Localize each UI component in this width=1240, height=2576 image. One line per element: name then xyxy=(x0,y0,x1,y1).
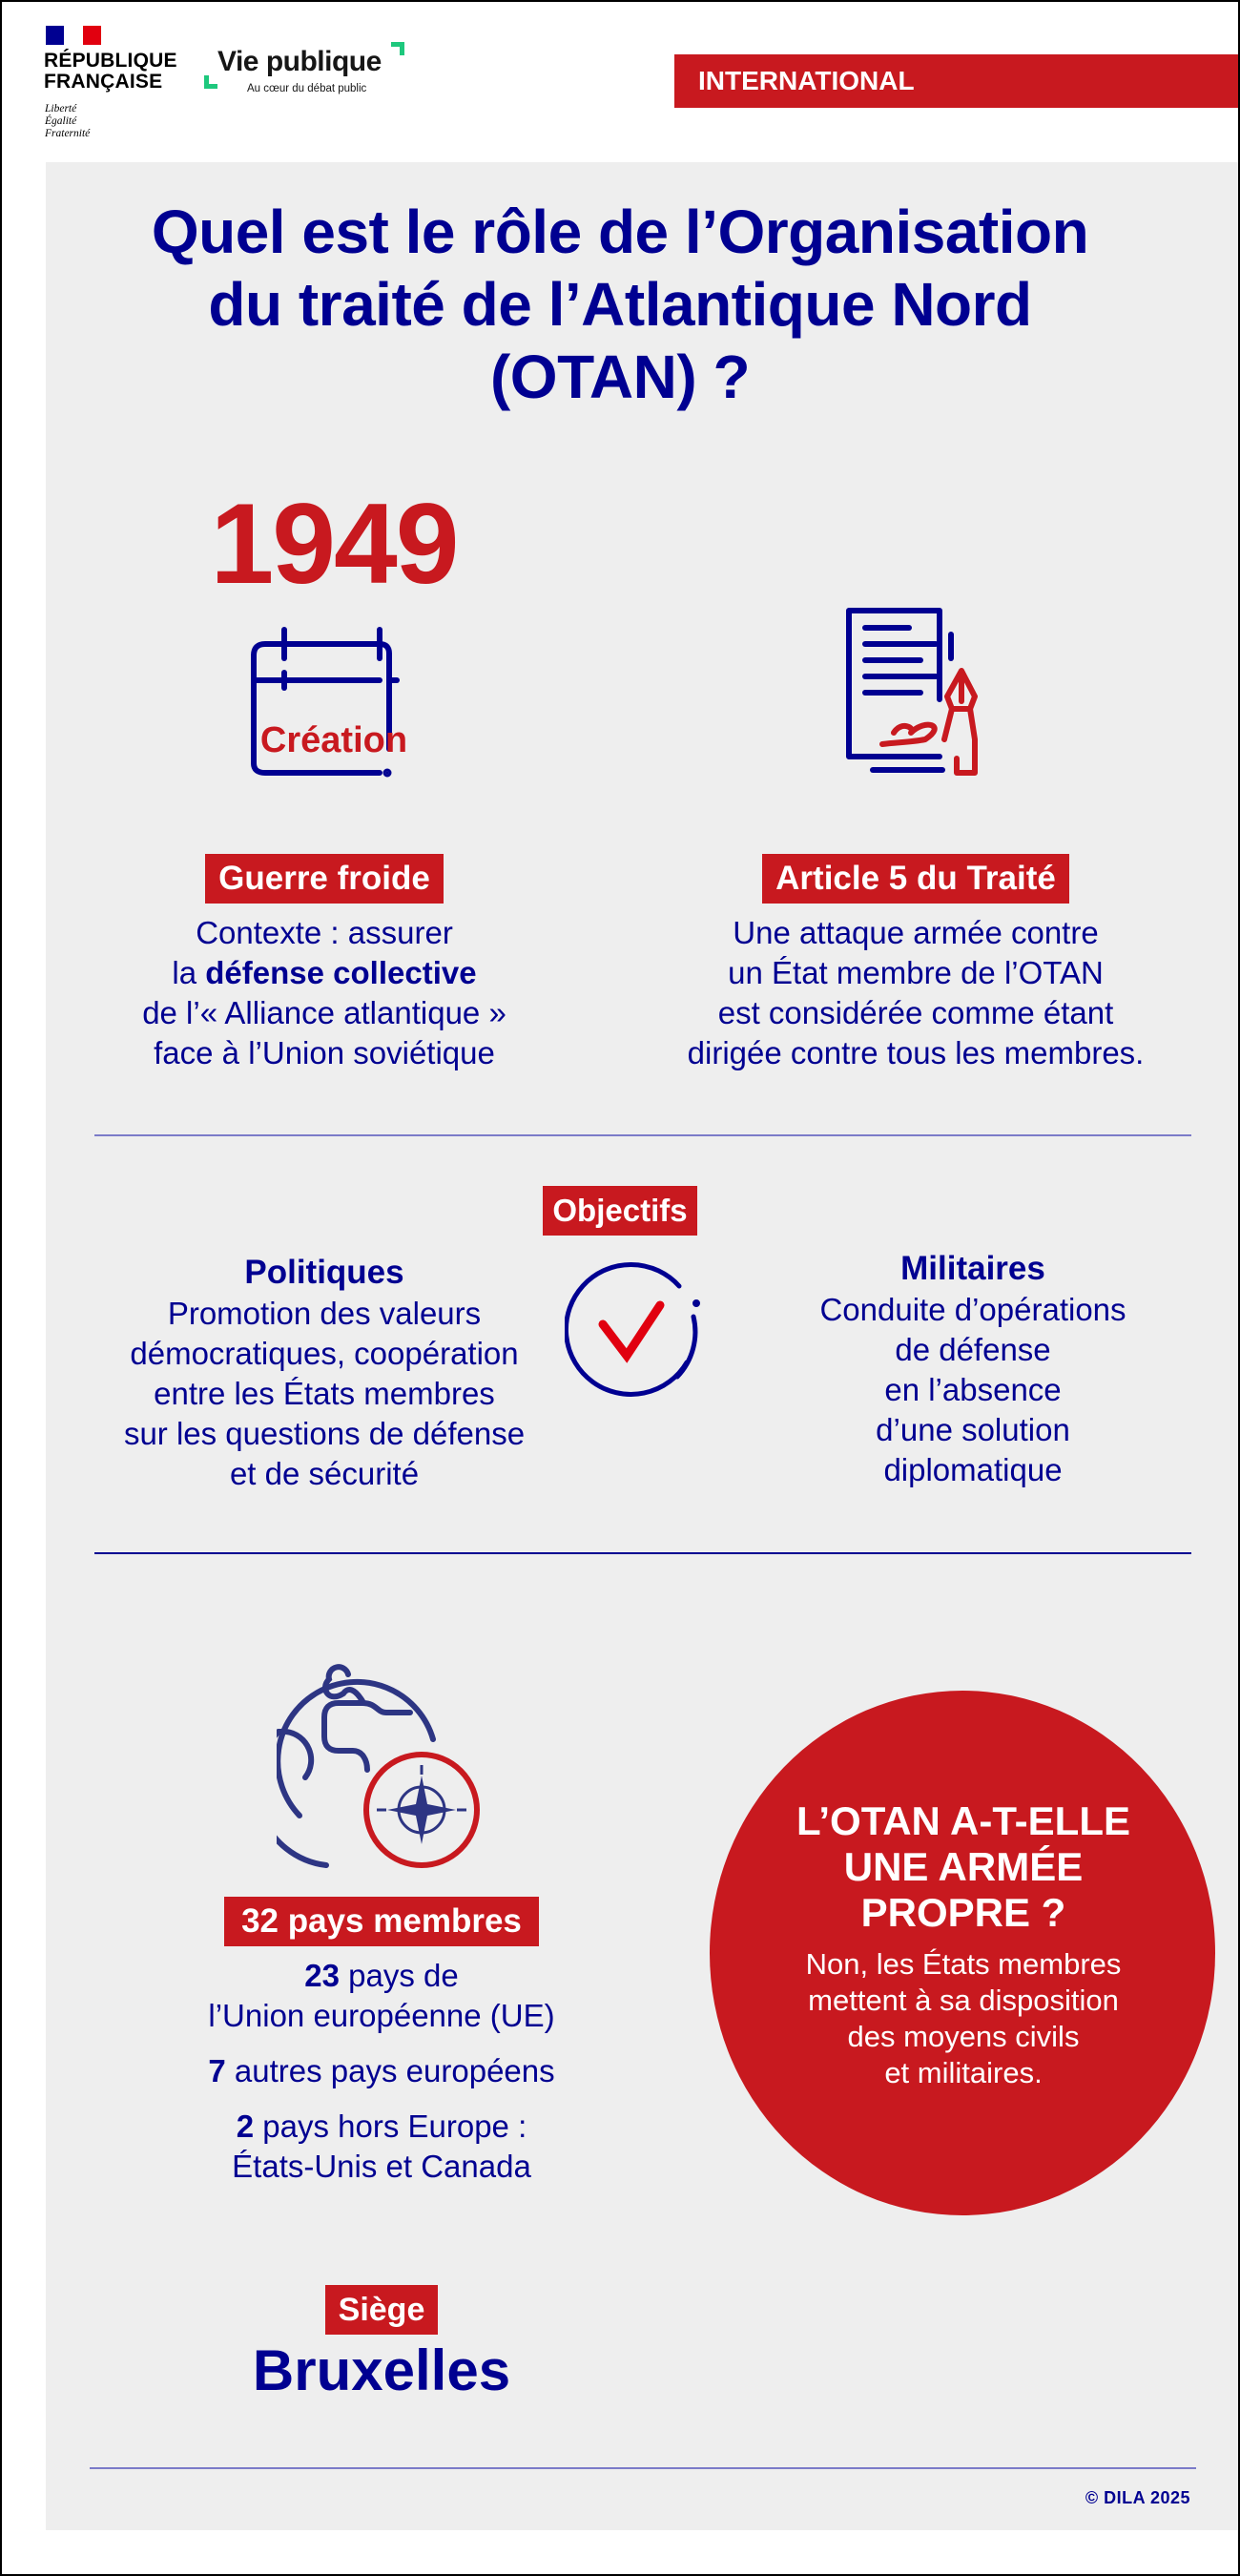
section-divider xyxy=(94,1552,1191,1554)
article5-text xyxy=(630,913,1202,1073)
political-objectives xyxy=(76,1252,572,1494)
headquarters-city: Bruxelles xyxy=(252,2338,511,2402)
creation-year: 1949 xyxy=(210,480,458,608)
collective-defense-emphasis: défense collective xyxy=(205,955,477,990)
political-line: entre les États membres xyxy=(154,1376,495,1411)
military-line: Conduite d’opérations xyxy=(819,1292,1126,1327)
military-objectives xyxy=(763,1248,1183,1490)
motto-liberte: Liberté xyxy=(45,103,77,114)
army-answer-line: Non, les États membres xyxy=(805,1947,1122,1981)
section-divider xyxy=(94,1134,1191,1136)
brand-subtitle: Au cœur du débat public xyxy=(247,83,367,94)
eu-text: pays de xyxy=(339,1958,459,1993)
brand-corner-top-right-icon xyxy=(391,42,404,55)
objectives-tag: Objectifs xyxy=(543,1186,696,1236)
objectives-section xyxy=(477,1186,763,1236)
eu-count: 23 xyxy=(304,1958,340,1993)
category-banner: INTERNATIONAL xyxy=(674,54,1240,108)
cold-war-text xyxy=(76,913,572,1073)
members-breakdown xyxy=(124,1956,639,2187)
page-title xyxy=(76,196,1164,413)
army-question-title-line: UNE ARMÉE xyxy=(843,1844,1084,1889)
political-line: et de sécurité xyxy=(229,1456,420,1491)
headquarters-tag: Siège xyxy=(325,2285,439,2335)
document-pen-icon xyxy=(844,606,987,778)
army-answer-line: des moyens civils xyxy=(847,2020,1080,2053)
non-europe-count: 2 xyxy=(236,2109,255,2144)
political-line: démocratiques, coopération xyxy=(130,1336,519,1371)
cold-war-tag: Guerre froide xyxy=(205,854,444,904)
article5-line: Une attaque armée contre xyxy=(733,915,1099,950)
cold-war-section xyxy=(76,854,572,904)
brand-corner-bottom-left-icon xyxy=(204,75,217,89)
title-line3: (OTAN) ? xyxy=(489,343,751,411)
political-line: sur les questions de défense xyxy=(123,1416,526,1451)
article5-section xyxy=(630,854,1202,904)
checkmark-circle-icon xyxy=(565,1257,717,1405)
army-answer-line: mettent à sa disposition xyxy=(808,1984,1119,2017)
copyright: © DILA 2025 xyxy=(1085,2488,1190,2507)
republic-motto xyxy=(45,103,90,140)
cold-war-line2-prefix: la xyxy=(172,955,206,990)
military-line: diplomatique xyxy=(883,1452,1063,1487)
title-line2: du traité de l’Atlantique Nord xyxy=(208,270,1032,339)
non-europe-text: pays hors Europe : xyxy=(254,2109,527,2144)
french-flag-logo xyxy=(46,26,101,45)
brand-title: Vie publique xyxy=(217,46,382,77)
army-question-title xyxy=(744,1798,1183,1936)
article5-tag: Article 5 du Traité xyxy=(762,854,1069,904)
army-answer-line: et militaires. xyxy=(884,2056,1043,2089)
headquarters-section xyxy=(238,2285,525,2335)
eu-members xyxy=(124,1956,639,1996)
other-europe-text: autres pays européens xyxy=(225,2053,555,2088)
motto-egalite: Égalité xyxy=(45,115,77,127)
other-europe-count: 7 xyxy=(208,2053,226,2088)
army-question-title-line: PROPRE ? xyxy=(860,1890,1066,1935)
army-question-answer xyxy=(744,1946,1183,2091)
political-heading: Politiques xyxy=(244,1254,404,1291)
non-europe-members xyxy=(124,2107,639,2147)
title-line1: Quel est le rôle de l’Organisation xyxy=(151,197,1089,266)
members-tag: 32 pays membres xyxy=(224,1897,539,1946)
republic-name-line1: RÉPUBLIQUE xyxy=(44,50,177,72)
motto-fraternite: Fraternité xyxy=(45,128,91,139)
members-section xyxy=(143,1897,620,1946)
article5-line: est considérée comme étant xyxy=(717,995,1114,1030)
cold-war-line4: face à l’Union soviétique xyxy=(154,1035,495,1070)
military-line: en l’absence xyxy=(884,1372,1062,1407)
army-question-title-line: L’OTAN A-T-ELLE xyxy=(796,1798,1130,1843)
republique-francaise-logo xyxy=(44,51,177,93)
political-line: Promotion des valeurs xyxy=(167,1296,482,1331)
cold-war-line1: Contexte : assurer xyxy=(196,915,453,950)
creation-label: Création xyxy=(259,720,408,760)
republic-name-line2: FRANÇAISE xyxy=(44,71,163,93)
article5-line: un État membre de l’OTAN xyxy=(728,955,1104,990)
eu-text-line2: l’Union européenne (UE) xyxy=(208,1998,555,2033)
military-line: de défense xyxy=(895,1332,1051,1367)
cold-war-line2 xyxy=(76,953,572,993)
other-europe-members xyxy=(124,2051,639,2091)
non-europe-text-line2: États-Unis et Canada xyxy=(232,2149,531,2184)
globe-nato-icon xyxy=(277,1655,486,1875)
footer-divider xyxy=(90,2467,1196,2469)
military-heading: Militaires xyxy=(900,1250,1045,1287)
article5-line: dirigée contre tous les membres. xyxy=(687,1035,1145,1070)
cold-war-line3: de l’« Alliance atlantique » xyxy=(142,995,506,1030)
military-line: d’une solution xyxy=(876,1412,1070,1447)
